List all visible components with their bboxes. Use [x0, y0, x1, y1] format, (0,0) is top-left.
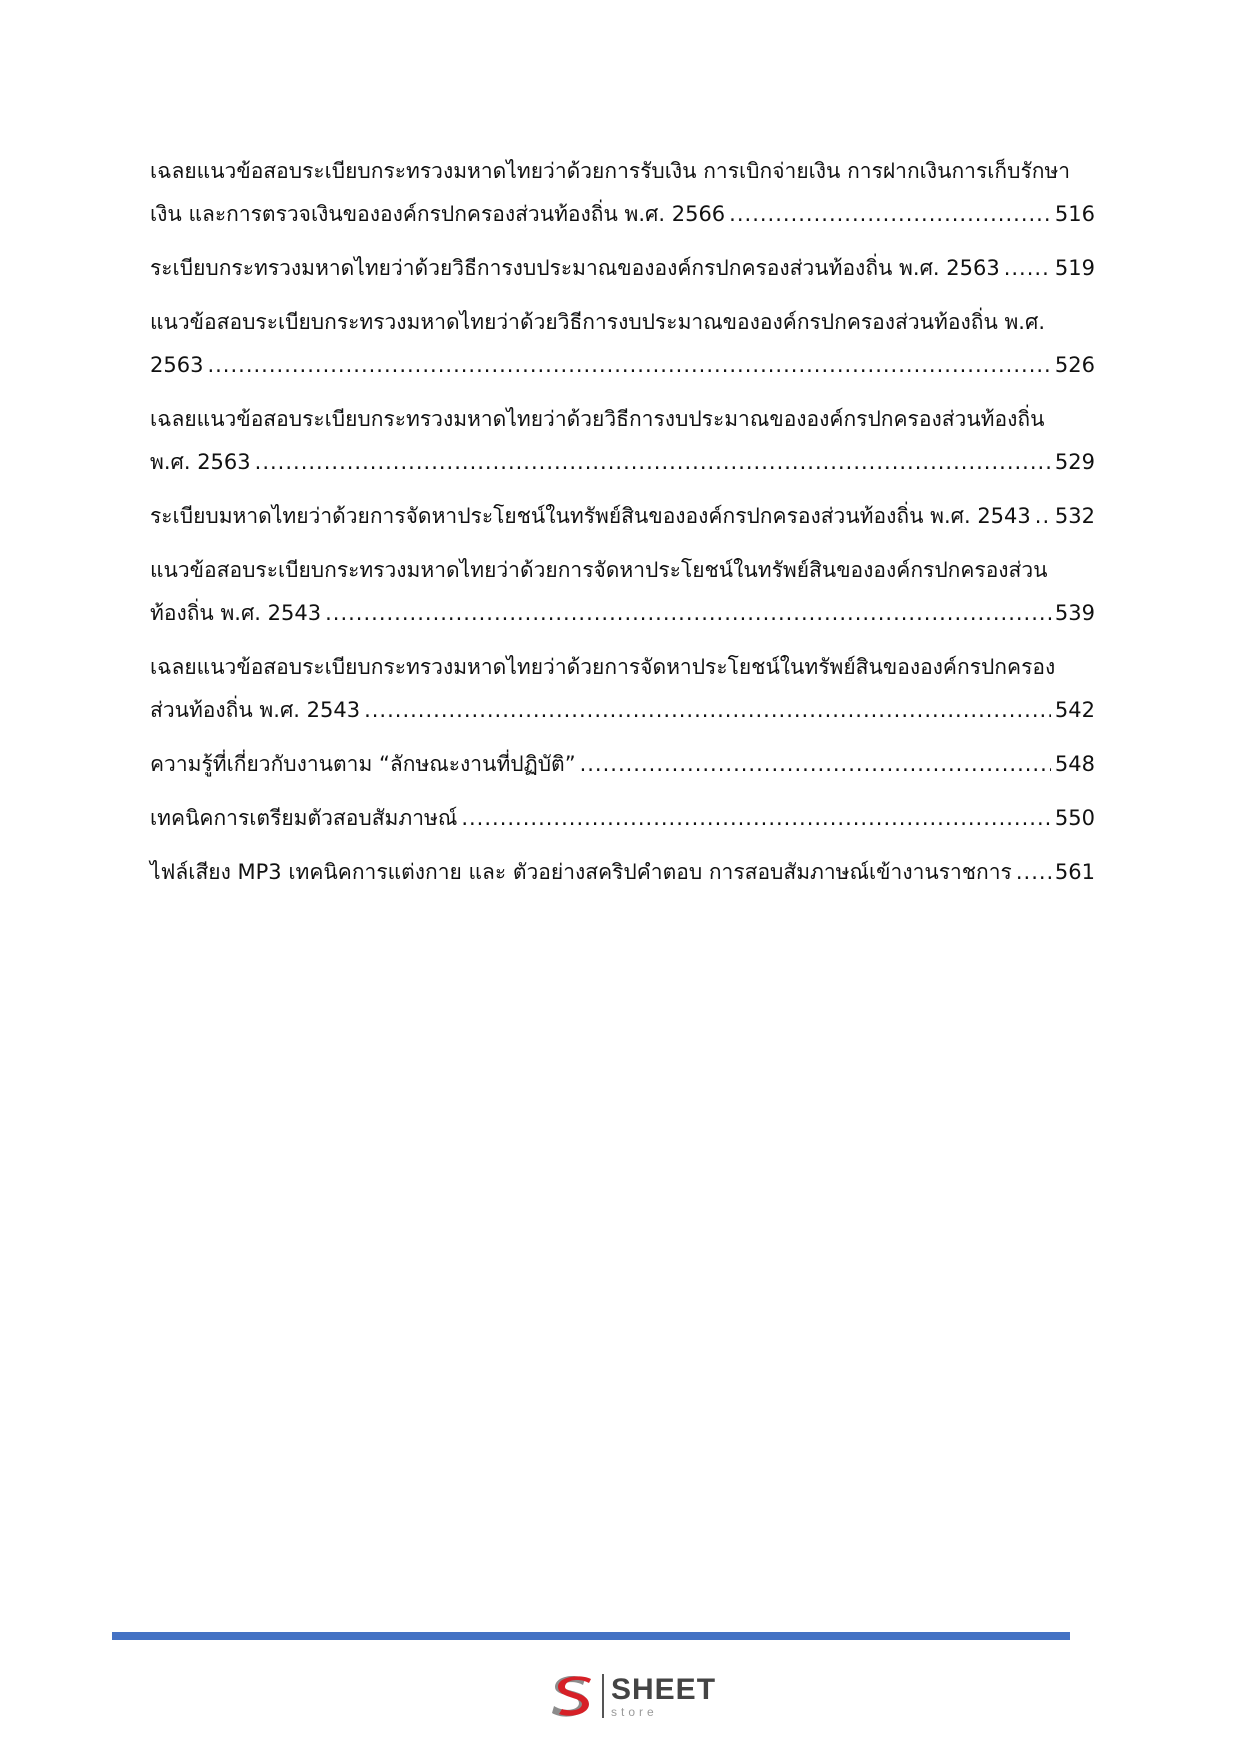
- toc-entry-title: เทคนิคการเตรียมตัวสอบสัมภาษณ์: [150, 806, 458, 830]
- toc-entry: [150, 247, 1095, 290]
- toc-page-number: 519: [1054, 256, 1095, 280]
- toc-page-number: 526: [1054, 353, 1095, 377]
- dot-leader: [207, 344, 1050, 387]
- toc-page-number: 539: [1054, 601, 1095, 625]
- dot-leader: [364, 689, 1051, 732]
- toc-entry: [150, 743, 1095, 786]
- table-of-contents: [150, 150, 1095, 905]
- toc-entry-title: ไฟล์เสียง MP3 เทคนิคการแต่งกาย และ ตัวอย่างสคริปคำตอบ การสอบสัมภาษณ์เข้างานราชการ: [150, 860, 1012, 884]
- toc-entry-title-line: เฉลยแนวข้อสอบระเบียบกระทรวงมหาดไทยว่าด้วยวิธีการงบประมาณขององค์กรปกครองส่วนท้องถิ่น: [150, 407, 1045, 431]
- toc-entry-leader-line: [150, 344, 1095, 387]
- toc-entry: [150, 398, 1095, 484]
- toc-entry-title: ส่วนท้องถิ่น พ.ศ. 2543: [150, 698, 361, 722]
- toc-entry-title-line: เฉลยแนวข้อสอบระเบียบกระทรวงมหาดไทยว่าด้วยการจัดหาประโยชน์ในทรัพย์สินขององค์กรปกครอง: [150, 655, 1056, 679]
- toc-entry-title: ระเบียบกระทรวงมหาดไทยว่าด้วยวิธีการงบประมาณขององค์กรปกครองส่วนท้องถิ่น พ.ศ. 2563: [150, 256, 1000, 280]
- toc-entry-title: เงิน และการตรวจเงินขององค์กรปกครองส่วนท้องถิ่น พ.ศ. 2566: [150, 202, 726, 226]
- toc-entry: [150, 851, 1095, 894]
- logo-separator: [602, 1674, 604, 1718]
- toc-entry-leader-line: [150, 851, 1095, 894]
- toc-entry-leader-line: [150, 495, 1095, 538]
- toc-entry-title: พ.ศ. 2563: [150, 450, 251, 474]
- footer-divider: [112, 1632, 1070, 1640]
- toc-entry: [150, 797, 1095, 840]
- logo-subtext: store: [611, 1704, 658, 1719]
- toc-page-number: 548: [1054, 752, 1095, 776]
- toc-entry-title-line: เฉลยแนวข้อสอบระเบียบกระทรวงมหาดไทยว่าด้วยการรับเงิน การเบิกจ่ายเงิน การฝากเงินการเก็บรักษา: [150, 159, 1071, 183]
- dot-leader: [1035, 495, 1051, 538]
- toc-entry: [150, 495, 1095, 538]
- dot-leader: [1016, 851, 1051, 894]
- toc-entry-leader-line: [150, 592, 1095, 635]
- toc-entry: [150, 150, 1095, 236]
- toc-page-number: 532: [1054, 504, 1095, 528]
- sheet-store-logo: [545, 1670, 716, 1722]
- toc-entry-leader-line: [150, 247, 1095, 290]
- toc-entry-title: ท้องถิ่น พ.ศ. 2543: [150, 601, 322, 625]
- toc-entry-title-line: แนวข้อสอบระเบียบกระทรวงมหาดไทยว่าด้วยการจัดหาประโยชน์ในทรัพย์สินขององค์กรปกครองส่วน: [150, 558, 1048, 582]
- toc-entry-leader-line: [150, 743, 1095, 786]
- toc-entry-title: ความรู้ที่เกี่ยวกับงานตาม “ลักษณะงานที่ปฏิบัติ”: [150, 752, 576, 776]
- dot-leader: [255, 441, 1051, 484]
- logo-name: SHEET: [611, 1672, 717, 1706]
- toc-page-number: 550: [1054, 806, 1095, 830]
- toc-entry-title: ระเบียบมหาดไทยว่าด้วยการจัดหาประโยชน์ในทรัพย์สินขององค์กรปกครองส่วนท้องถิ่น พ.ศ. 2543: [150, 504, 1031, 528]
- toc-entry-leader-line: [150, 441, 1095, 484]
- toc-entry-leader-line: [150, 193, 1095, 236]
- toc-entry: [150, 549, 1095, 635]
- toc-page-number: 561: [1054, 860, 1095, 884]
- toc-entry-title-line: แนวข้อสอบระเบียบกระทรวงมหาดไทยว่าด้วยวิธีการงบประมาณขององค์กรปกครองส่วนท้องถิ่น พ.ศ.: [150, 310, 1045, 334]
- dot-leader: [580, 743, 1051, 786]
- sheet-store-logo-icon: [545, 1670, 597, 1722]
- dot-leader: [1004, 247, 1051, 290]
- dot-leader: [729, 193, 1051, 236]
- toc-page-number: 529: [1054, 450, 1095, 474]
- logo-wordmark: [611, 1672, 717, 1719]
- dot-leader: [461, 797, 1051, 840]
- toc-entry: [150, 646, 1095, 732]
- toc-entry-leader-line: [150, 689, 1095, 732]
- toc-entry: [150, 301, 1095, 387]
- toc-page-number: 516: [1054, 202, 1095, 226]
- toc-entry-leader-line: [150, 797, 1095, 840]
- dot-leader: [325, 592, 1051, 635]
- toc-entry-title: 2563: [150, 353, 204, 377]
- toc-page-number: 542: [1054, 698, 1095, 722]
